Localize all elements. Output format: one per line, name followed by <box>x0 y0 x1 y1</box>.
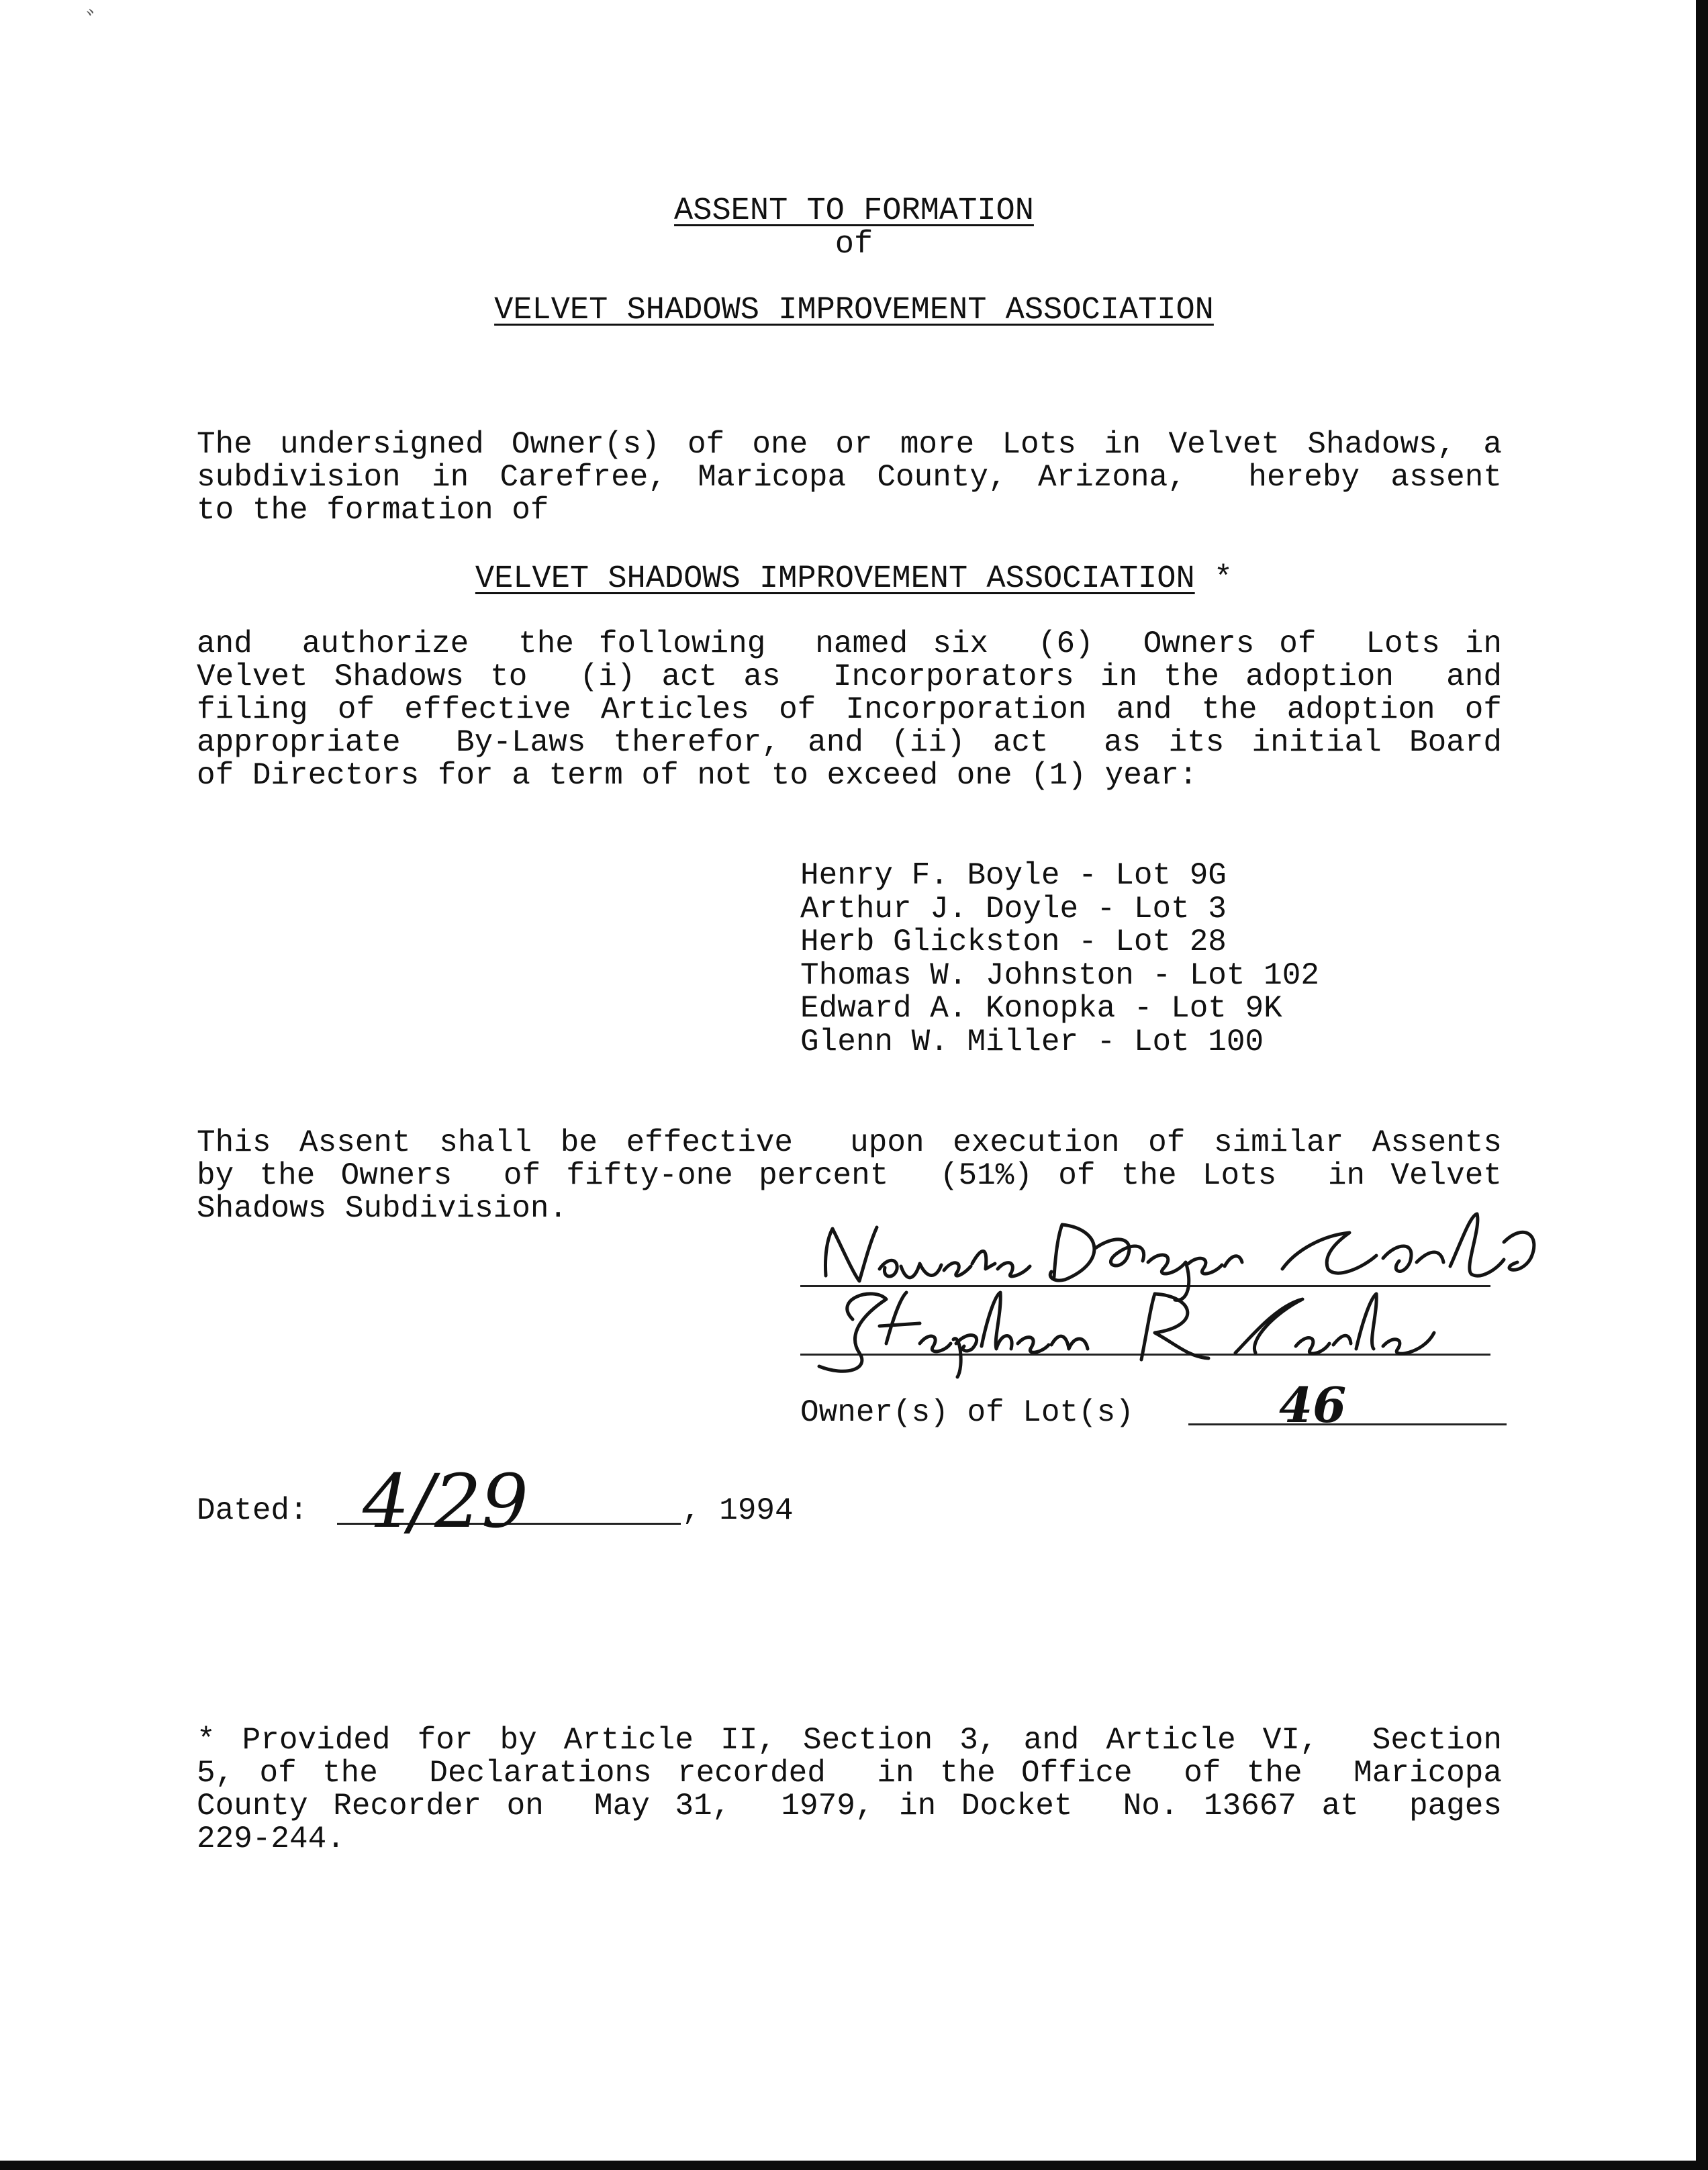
authorize-paragraph <box>197 628 1502 792</box>
signature-2-image <box>806 1279 1437 1380</box>
dated-label: Dated: <box>197 1493 308 1528</box>
document-title: ASSENT TO FORMATION <box>674 193 1034 229</box>
incorporator-item: Glenn W. Miller - Lot 100 <box>800 1024 1264 1059</box>
footnote-line: * Provided for by Article II, Section 3, and Article VI, Section <box>197 1723 1502 1758</box>
dated-year: , 1994 <box>682 1493 794 1528</box>
owners-label: Owner(s) of Lot(s) <box>800 1395 1134 1430</box>
incorporator-item: Thomas W. Johnston - Lot 102 <box>800 957 1319 993</box>
association-heading-2-row <box>0 563 1708 596</box>
intro-paragraph <box>197 428 1502 527</box>
incorporator-item: Edward A. Konopka - Lot 9K <box>800 991 1282 1026</box>
effective-line: by the Owners of fifty-one percent (51%) of the Lots in Velvet <box>197 1158 1502 1193</box>
intro-line: to the formation of <box>197 493 549 528</box>
footnote-line: County Recorder on May 31, 1979, in Docket No. 13667 at pages <box>197 1789 1502 1824</box>
effective-line: Shadows Subdivision. <box>197 1191 568 1226</box>
footnote-line: 229-244. <box>197 1822 345 1856</box>
scan-border-bottom <box>0 2161 1708 2170</box>
effective-line: This Assent shall be effective upon execution of similar Assents <box>197 1125 1502 1160</box>
association-heading-2: VELVET SHADOWS IMPROVEMENT ASSOCIATION <box>475 561 1195 597</box>
incorporator-item: Arthur J. Doyle - Lot 3 <box>800 891 1227 927</box>
association-heading: VELVET SHADOWS IMPROVEMENT ASSOCIATION <box>494 293 1214 328</box>
authorize-line: appropriate By-Laws therefor, and (ii) act as its initial Board <box>197 725 1502 760</box>
lot-number-handwritten: 46 <box>1279 1376 1347 1433</box>
date-handwritten: 4/29 <box>363 1458 529 1544</box>
intro-line: The undersigned Owner(s) of one or more Lots in Velvet Shadows, a <box>197 427 1502 462</box>
footnote <box>197 1724 1502 1856</box>
title-of: of <box>835 227 873 263</box>
authorize-line: filing of effective Articles of Incorporation and the adoption of <box>197 692 1502 727</box>
authorize-line: of Directors for a term of not to exceed one (1) year: <box>197 758 1198 793</box>
footnote-asterisk: * <box>1213 561 1233 597</box>
incorporator-item: Herb Glickston - Lot 28 <box>800 925 1227 959</box>
intro-line: subdivision in Carefree, Maricopa County, Arizona, hereby assent <box>197 460 1502 495</box>
incorporator-item: Henry F. Boyle - Lot 9G <box>800 858 1227 893</box>
lot-number-line <box>1188 1423 1507 1425</box>
scan-speck: ﾞ <box>86 10 99 40</box>
authorize-line: Velvet Shadows to (i) act as Incorporators in the adoption and <box>197 659 1502 694</box>
authorize-line: and authorize the following named six (6) Owners of Lots in <box>197 626 1502 661</box>
footnote-line: 5, of the Declarations recorded in the Office of the Maricopa <box>197 1756 1502 1791</box>
incorporators-list <box>800 859 1319 1059</box>
